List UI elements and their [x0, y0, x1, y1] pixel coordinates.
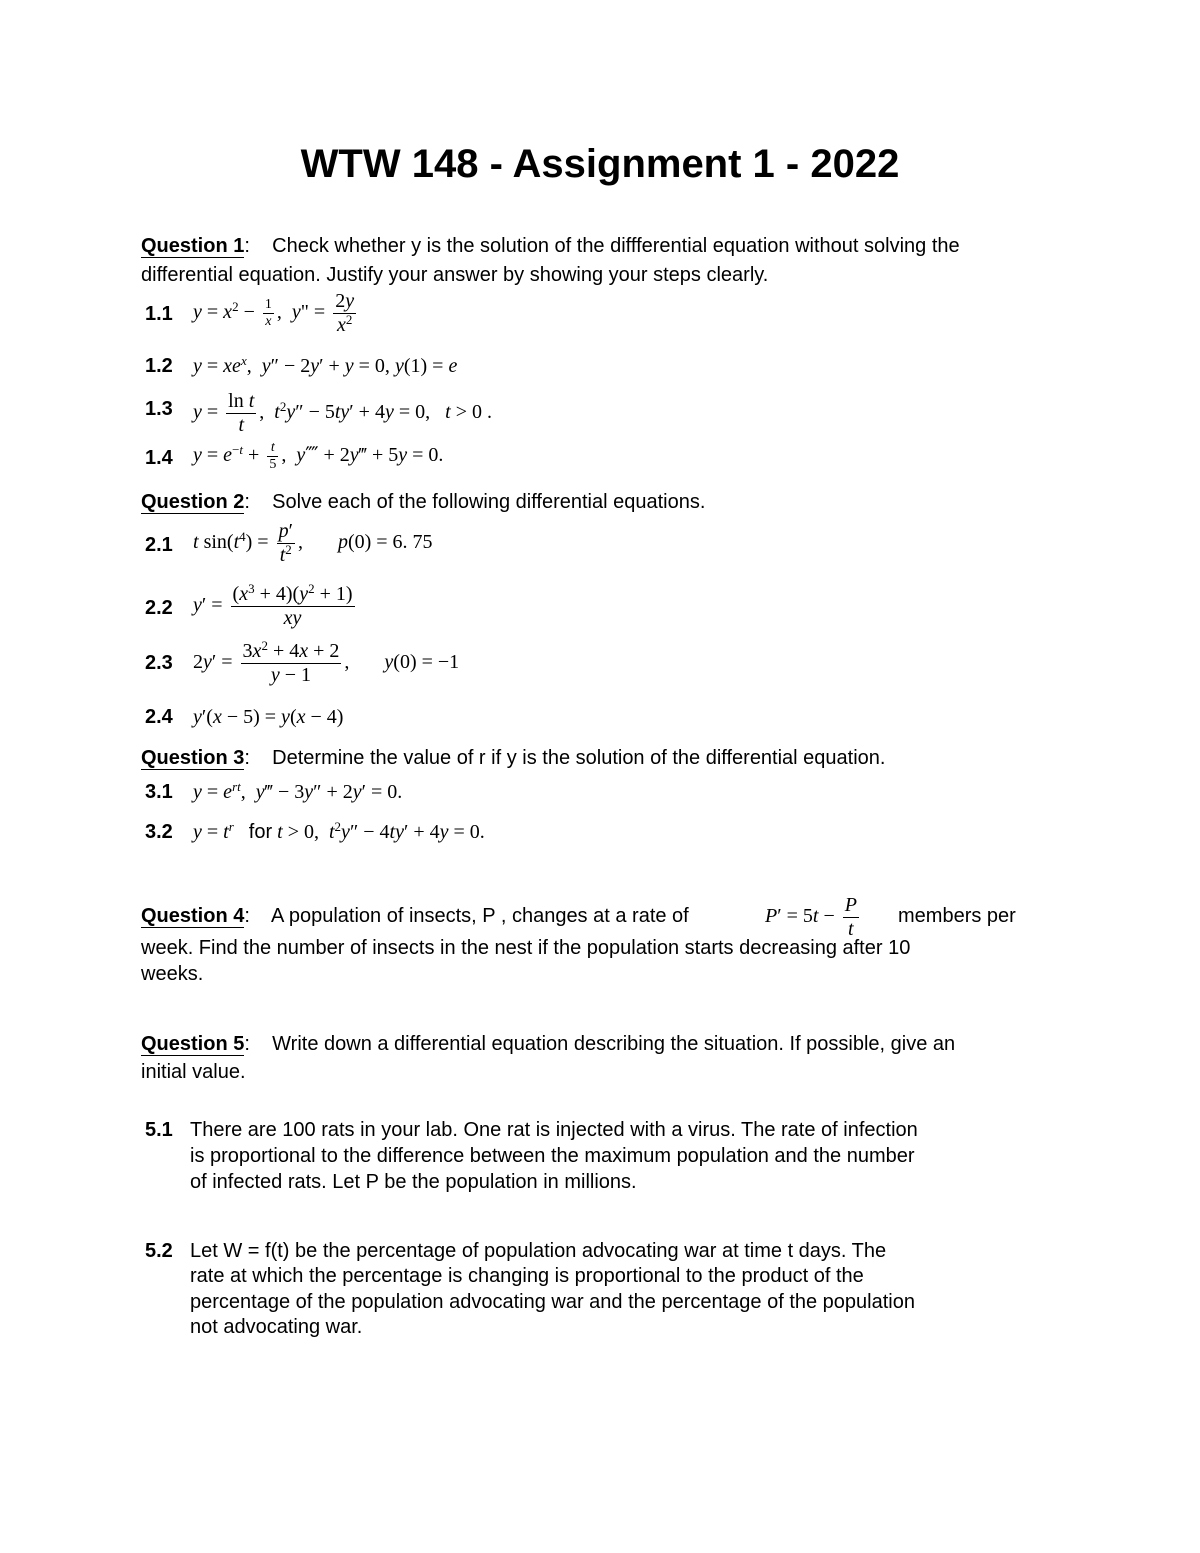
page-title: WTW 148 - Assignment 1 - 2022 — [300, 142, 900, 186]
item-number: 1.1 — [145, 303, 173, 325]
item-5-2-line: percentage of the population advocating war and the percentage of the population — [190, 1291, 915, 1313]
question-4-text-b: members per — [898, 905, 1016, 927]
item-number: 5.1 — [145, 1119, 173, 1141]
item-5-1-line: is proportional to the difference between the maximum population and the number — [190, 1145, 915, 1167]
question-2-text: Solve each of the following differential equations. — [272, 491, 706, 513]
item-5-1-line: There are 100 rats in your lab. One rat is injected with a virus. The rate of infection — [190, 1119, 918, 1141]
item-5-2-line: rate at which the percentage is changing is proportional to the product of the — [190, 1265, 864, 1287]
item-5-1-line: of infected rats. Let P be the population in millions. — [190, 1171, 637, 1193]
item-number: 2.2 — [145, 597, 173, 619]
question-3-header: Question 3: Determine the value of r if y is the solution of the differential equation. — [141, 747, 886, 769]
equation-2-2: y′ = $\frac{(x^3 + 4)(y^2 + 1)}{xy}$ — [193, 580, 353, 629]
question-3-text: Determine the value of r if y is the solution of the differential equation. — [272, 747, 886, 769]
item-number: 3.2 — [145, 821, 173, 843]
question-1-label: Question 1 — [141, 235, 245, 257]
equation-2-4: y′(x − 5) = y(x − 4) — [193, 706, 344, 728]
equation-1-3: y = $\frac{\text{ln t}}{t}$ , $t^2y'' - 5ty' + 4y = 0$, t > 0 . — [193, 390, 492, 436]
item-number: 2.4 — [145, 706, 173, 728]
question-5-header: Question 5: Write down a differential equation describing the situation. If possible, give an — [141, 1033, 956, 1055]
equation-1-2: $y = xe^x$, y″ − 2y′ + y = 0, y(1) = e — [193, 352, 458, 377]
item-number: 1.3 — [145, 398, 173, 420]
question-2-label: Question 2 — [141, 491, 245, 513]
equation-1-1: $y = x^2$ − $\frac{1}{x}$ , y" = $\frac{2y}{x^2}$ — [193, 290, 355, 336]
item-5-2-line: Let W = f(t) be the percentage of population advocating war at time t days. The — [190, 1240, 887, 1262]
question-4-text-a: A population of insects, P , changes at a rate of — [271, 905, 689, 927]
item-5-2-line: not advocating war. — [190, 1316, 363, 1338]
item-number: 3.1 — [145, 781, 173, 803]
equation-2-3: 2y′ = $\frac{3x^2 + 4x + 2}{y - 1}$ , y(0) = −1 — [193, 637, 460, 686]
question-2-header: Question 2: Solve each of the following differential equations. — [141, 491, 706, 513]
question-3-label: Question 3 — [141, 747, 245, 769]
item-number: 5.2 — [145, 1240, 173, 1262]
question-5-label: Question 5 — [141, 1033, 245, 1055]
equation-4: P′ = 5t − $\frac{P}{t}$ — [765, 894, 857, 940]
question-4-header: Question 4: A population of insects, P , changes at a rate of — [141, 905, 689, 927]
question-1-header: Question 1: Check whether y is the solution of the diffferential equation without solving the — [141, 235, 960, 257]
question-5-text-line2: initial value. — [141, 1061, 246, 1083]
question-4-text-line3: weeks. — [141, 963, 204, 985]
equation-3-1: $y = e^{rt}$, y‴ − 3y″ + 2y′ = 0. — [193, 778, 403, 803]
question-1-text-line2: differential equation. Justify your answer by showing your steps clearly. — [141, 264, 769, 286]
item-number: 2.1 — [145, 534, 173, 556]
question-1-text-line1: Check whether y is the solution of the diffferential equation without solving the — [272, 235, 960, 257]
item-number: 2.3 — [145, 652, 173, 674]
item-number: 1.2 — [145, 355, 173, 377]
question-4-text-line2: week. Find the number of insects in the nest if the population starts decreasing after 10 — [141, 937, 911, 959]
equation-3-2: $y = t^r$ for t > 0, $t^2y'' - 4ty' + 4y = 0$. — [193, 818, 485, 843]
equation-1-4: $y = e^{-t}$ + $\frac{t}{5}$ , y⁗ + 2y‴ + 5y = 0. — [193, 440, 444, 473]
question-5-text-line1: Write down a differential equation describing the situation. If possible, give an — [272, 1033, 956, 1055]
item-number: 1.4 — [145, 447, 173, 469]
equation-2-1: t $\sin(t^4)$ = $\frac{p'}{t^2}$ , p(0) = 6. 75 — [193, 520, 433, 566]
question-4-label: Question 4 — [141, 905, 245, 927]
